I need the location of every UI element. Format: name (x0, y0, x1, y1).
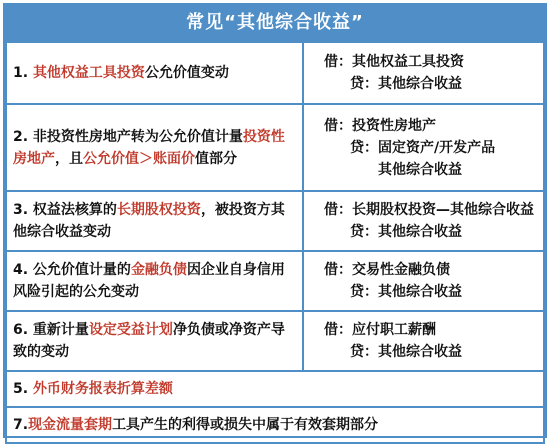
credit-line: 贷：其他综合收益 (350, 344, 462, 360)
description-text: 公允价值变动 (144, 65, 229, 81)
description-text: ，且 (55, 150, 83, 167)
description-text: 2. 非投资性房地产转为公允价值计量 (13, 128, 243, 145)
description-cell (6, 251, 303, 311)
credit-line: 贷：其他综合收益 (350, 284, 462, 300)
description-text: 值部分 (195, 150, 237, 167)
highlight-text: 现金流量套期 (28, 417, 113, 433)
description-text: 1. (13, 65, 33, 81)
description-text: 6. 重新计量 (13, 322, 89, 338)
credit-line-continued: 其他综合收益 (378, 161, 462, 178)
highlight-text: 公允价值＞账面价 (83, 150, 195, 167)
oci-table (5, 41, 545, 444)
highlight-text: 金融负债 (130, 262, 187, 278)
credit-line: 贷：其他综合收益 (350, 76, 462, 92)
summary-card (3, 3, 547, 438)
journal-entry-cell (303, 311, 544, 371)
description-text: 3. 权益法核算的 (13, 202, 117, 218)
description-cell (6, 104, 303, 191)
description-text: 7. (13, 417, 29, 433)
description-text: 4. 公允价值计量的 (13, 262, 131, 278)
credit-line: 贷：其他综合收益 (350, 224, 462, 240)
description-cell (6, 191, 303, 251)
highlight-text: 投资性房地产 (13, 128, 285, 167)
description-text: 工具产生的利得或损失中属于有效套期部分 (112, 417, 379, 433)
table-row (6, 104, 544, 191)
debit-line: 借：其他权益工具投资 (324, 54, 464, 70)
table-row (6, 311, 544, 371)
journal-entry-cell (303, 42, 544, 104)
description-text: 净负债或净资产导致的变动 (13, 322, 285, 360)
debit-line: 借：投资性房地产 (324, 117, 436, 134)
description-cell (6, 42, 303, 104)
debit-line: 借：交易性金融负债 (324, 262, 450, 278)
table-row (6, 407, 544, 443)
description-text: 因企业自身信用风险引起的公允变动 (13, 262, 285, 300)
debit-line: 借：应付职工薪酬 (324, 322, 436, 338)
highlight-text: 长期股权投资 (116, 202, 201, 218)
journal-entry-cell (303, 251, 544, 311)
highlight-text: 其他权益工具投资 (32, 65, 145, 81)
journal-entry-cell (303, 104, 544, 191)
credit-line: 贷：固定资产/开发产品 (350, 139, 496, 156)
highlight-text: 外币财务报表折算差额 (32, 381, 173, 397)
highlight-text: 设定受益计划 (88, 322, 173, 338)
table-row (6, 42, 544, 104)
description-cell (6, 371, 544, 407)
page-title: 常见“其他综合收益” (5, 5, 545, 41)
debit-line: 借：长期股权投资—其他综合收益 (324, 202, 534, 218)
journal-entry-cell (303, 191, 544, 251)
table-row (6, 251, 544, 311)
table-row (6, 191, 544, 251)
description-text: 5. (13, 381, 33, 397)
description-cell (6, 311, 303, 371)
table-row (6, 371, 544, 407)
description-cell (6, 407, 544, 443)
description-text: ，被投资方其他综合收益变动 (13, 202, 285, 240)
